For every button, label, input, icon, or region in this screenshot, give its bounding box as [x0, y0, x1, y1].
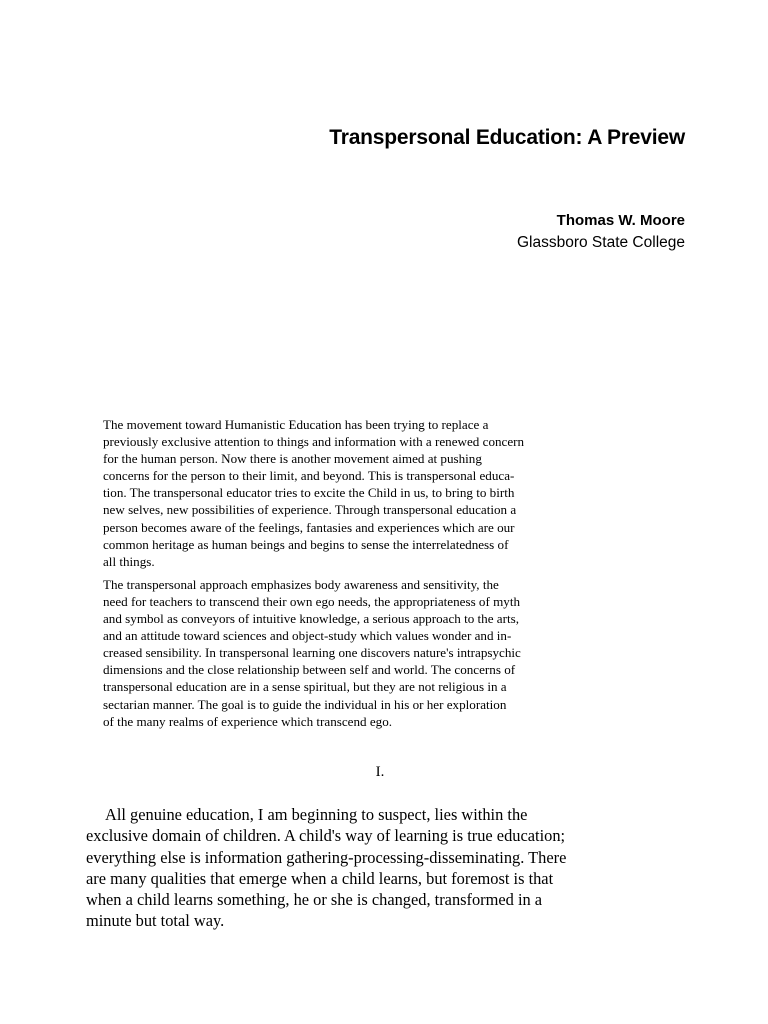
abstract-line: and an attitude toward sciences and object-study which values wonder and in- — [103, 628, 512, 644]
body-line: are many qualities that emerge when a child learns, but foremost is that — [86, 868, 554, 888]
abstract-line: creased sensibility. In transpersonal learning one discovers nature's intrapsychic — [103, 645, 521, 661]
abstract-line: concerns for the person to their limit, and beyond. This is transpersonal educa- — [103, 468, 515, 484]
body-line: when a child learns something, he or she is changed, transformed in a — [86, 890, 543, 910]
abstract-paragraph-1 — [89, 416, 685, 570]
author-name: Thomas W. Moore — [556, 212, 685, 229]
abstract-line: transpersonal education are in a sense spiritual, but they are not religious in a — [103, 679, 507, 695]
abstract-paragraph-2 — [89, 576, 685, 730]
body-paragraph — [86, 804, 686, 932]
abstract-line: need for teachers to transcend their own ego needs, the appropriateness of myth — [103, 593, 521, 609]
abstract-line: for the human person. Now there is another movement aimed at pushing — [103, 451, 482, 467]
abstract-line: new selves, new possibilities of experience. Through transpersonal education a — [103, 502, 517, 518]
section-heading: I. — [375, 764, 385, 780]
abstract-line: and symbol as conveyors of intuitive knowledge, a serious approach to the arts, — [103, 611, 519, 627]
body-line: everything else is information gathering-processing-disseminating. There — [86, 847, 567, 867]
body-line: All genuine education, I am beginning to suspect, lies within the — [105, 805, 528, 824]
abstract-line: of the many realms of experience which transcend ego. — [103, 713, 393, 729]
article-title: Transpersonal Education: A Preview — [329, 126, 685, 149]
abstract-line: The movement toward Humanistic Education has been trying to replace a — [103, 417, 489, 432]
abstract-line: tion. The transpersonal educator tries to excite the Child in us, to bring to birth — [103, 485, 515, 501]
byline — [380, 210, 685, 254]
abstract-line: person becomes aware of the feelings, fantasies and experiences which are our — [103, 519, 515, 535]
author-affiliation: Glassboro State College — [516, 234, 685, 251]
body-line: minute but total way. — [86, 911, 225, 931]
abstract-line: all things. — [103, 553, 155, 569]
abstract-line: common heritage as human beings and begins to sense the interrelatedness of — [103, 536, 509, 552]
abstract-line: previously exclusive attention to things and information with a renewed concern — [103, 434, 525, 450]
abstract-line: dimensions and the close relationship between self and world. The concerns of — [103, 662, 516, 678]
body-line: exclusive domain of children. A child's way of learning is true education; — [86, 826, 566, 846]
abstract — [89, 416, 685, 730]
abstract-line: sectarian manner. The goal is to guide the individual in his or her exploration — [103, 696, 507, 712]
abstract-line: The transpersonal approach emphasizes body awareness and sensitivity, the — [103, 576, 499, 592]
